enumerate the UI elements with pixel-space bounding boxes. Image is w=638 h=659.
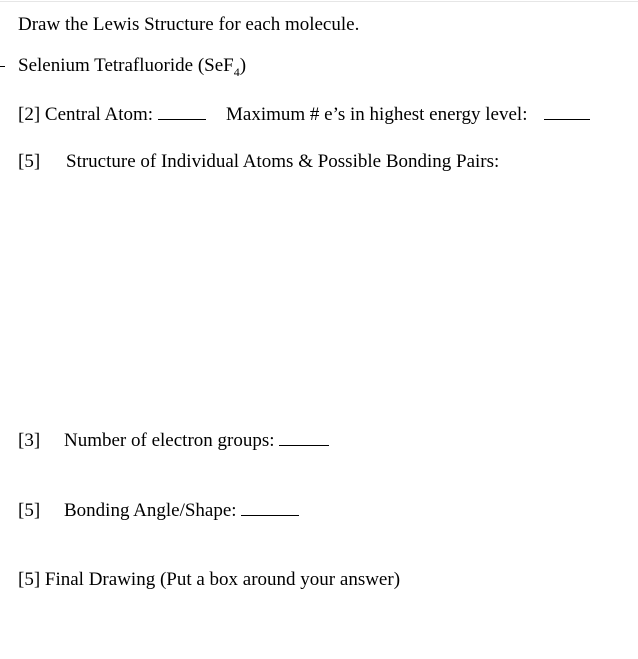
question-central-atom [18,103,206,126]
points-label: [5] [18,151,41,172]
top-divider [0,1,638,2]
structure-label: Structure of Individual Atoms & Possible Bonding Pairs: [66,151,500,172]
question-bonding-angle [18,499,299,522]
molecule-close: ) [239,55,247,76]
electron-groups-label: Number of electron groups: [64,430,275,451]
central-atom-answer-blank[interactable] [158,103,206,120]
question-final-drawing [18,569,400,591]
points-label: [5] [18,500,41,521]
central-atom-label: Central Atom: [44,104,154,125]
molecule-name: Selenium Tetrafluoride (SeF [18,55,234,76]
question-electron-groups [18,429,329,452]
molecule-title [18,55,246,77]
question-max-electrons [226,103,590,126]
points-label: [2] [18,104,41,125]
final-drawing-label: Final Drawing (Put a box around your answer) [44,569,401,590]
bullet-marker [0,66,5,67]
bonding-angle-answer-blank[interactable] [241,499,299,516]
molecule-subscript: 4 [233,64,240,79]
points-label: [5] [18,569,41,590]
max-electrons-label: Maximum # e’s in highest energy level: [226,104,528,125]
bonding-angle-label: Bonding Angle/Shape: [64,500,237,521]
points-label: [3] [18,430,41,451]
question-structure [18,151,499,173]
electron-groups-answer-blank[interactable] [279,429,329,446]
max-electrons-answer-blank[interactable] [544,103,590,120]
instructions-heading: Draw the Lewis Structure for each molecule. [18,14,360,35]
